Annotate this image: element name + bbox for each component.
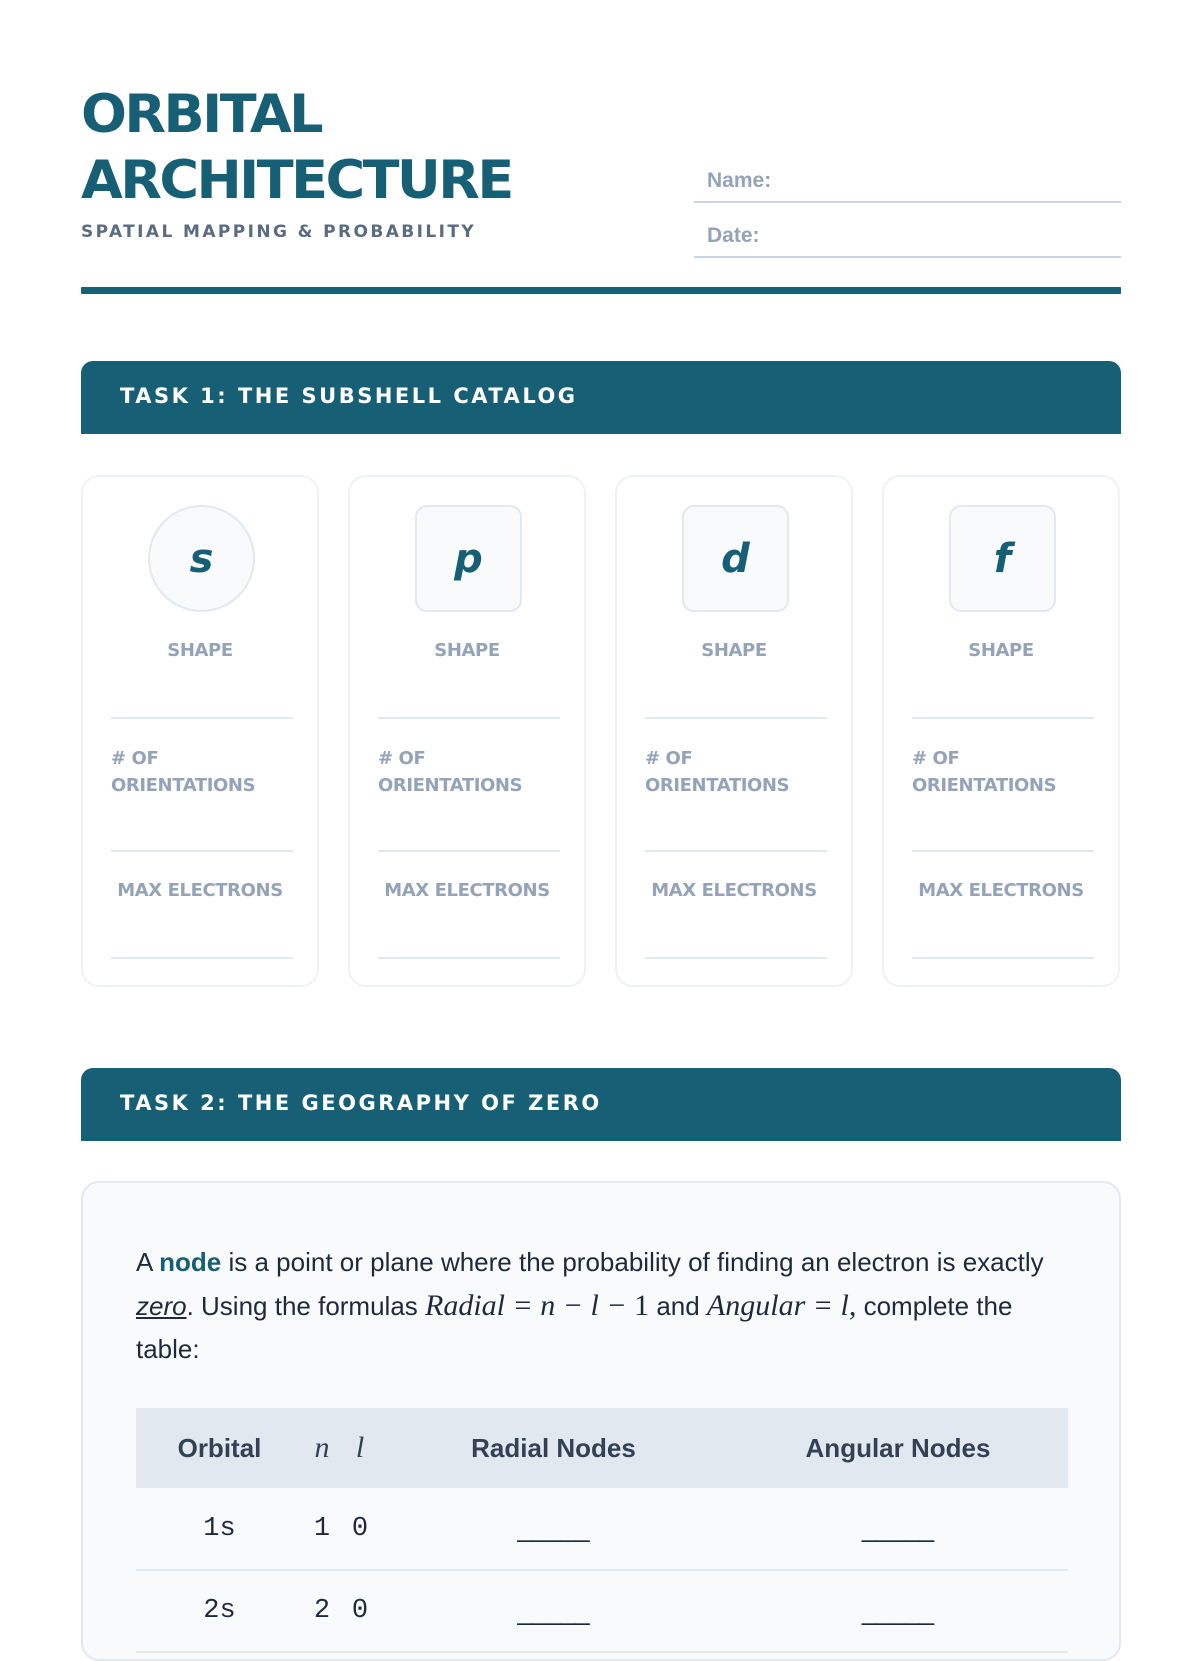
intro-text: is a point or plane where the probability of finding an electron is exactly — [221, 1247, 1044, 1277]
max-electrons-answer-line[interactable] — [111, 957, 293, 959]
worksheet-header — [81, 82, 1121, 294]
orientations-label — [378, 745, 522, 799]
radial-answer-blank[interactable]: _____ — [517, 1513, 590, 1543]
task2-banner — [81, 1068, 1121, 1141]
subshell-card-d — [615, 475, 853, 987]
col-angular-nodes: Angular Nodes — [805, 1432, 991, 1463]
task2-panel — [81, 1181, 1121, 1661]
date-field[interactable] — [694, 203, 1121, 258]
col-orbital: Orbital — [177, 1432, 262, 1463]
nodes-table — [136, 1408, 1068, 1653]
shape-answer-line[interactable] — [912, 717, 1094, 719]
shape-answer-line[interactable] — [378, 717, 560, 719]
task1-banner — [81, 361, 1121, 434]
node-keyword: node — [159, 1247, 222, 1277]
shape-label: SHAPE — [701, 640, 767, 661]
intro-text: complete the table: — [136, 1291, 1013, 1364]
orientations-label — [645, 745, 789, 799]
col-l: l — [355, 1431, 365, 1464]
angular-term: Angular — [706, 1289, 806, 1322]
task2-instructions — [136, 1241, 1076, 1371]
l-cell: 0 — [351, 1513, 369, 1544]
angular-answer-blank[interactable]: _____ — [861, 1595, 935, 1626]
max-electrons-label: MAX ELECTRONS — [918, 880, 1084, 901]
max-electrons-answer-line[interactable] — [378, 957, 560, 959]
student-fields — [694, 148, 1121, 258]
orbital-cell: 1s — [203, 1513, 236, 1544]
angular-expression: = l, — [805, 1289, 857, 1322]
radial-answer-blank[interactable]: _____ — [517, 1595, 590, 1626]
orientations-label-line-2: ORIENTATIONS — [912, 775, 1057, 796]
intro-text: . Using the formulas — [186, 1291, 426, 1321]
orientations-answer-line[interactable] — [378, 850, 560, 852]
task1-heading: TASK 1: THE SUBSHELL CATALOG — [120, 384, 578, 408]
intro-text: and — [649, 1291, 707, 1321]
orientations-answer-line[interactable] — [645, 850, 827, 852]
max-electrons-answer-line[interactable] — [912, 957, 1094, 959]
radial-expression: = n − l − — [505, 1289, 635, 1322]
angular-formula — [707, 1289, 856, 1322]
title-line-2: ARCHITECTURE — [81, 150, 512, 211]
orientations-label-line-2: ORIENTATIONS — [645, 775, 790, 796]
shape-answer-line[interactable] — [111, 717, 293, 719]
subshell-symbol: f — [949, 505, 1056, 612]
subshell-symbol: d — [682, 505, 789, 612]
orientations-label-line-1: # OF — [645, 748, 693, 769]
subshell-card-p — [348, 475, 586, 987]
shape-answer-line[interactable] — [645, 717, 827, 719]
subshell-symbol: s — [148, 505, 255, 612]
shape-label: SHAPE — [968, 640, 1034, 661]
subshell-card-s — [81, 475, 319, 987]
radial-constant: 1 — [634, 1289, 650, 1322]
intro-text: A — [136, 1247, 160, 1277]
table-row — [136, 1570, 1068, 1652]
radial-formula — [425, 1289, 649, 1322]
max-electrons-label: MAX ELECTRONS — [651, 880, 817, 901]
col-radial-nodes: Radial Nodes — [471, 1432, 636, 1463]
n-cell: 1 — [313, 1513, 331, 1544]
zero-emphasis: zero — [136, 1291, 187, 1321]
orientations-label-line-2: ORIENTATIONS — [378, 775, 523, 796]
date-label: Date: — [707, 224, 760, 247]
radial-term: Radial — [425, 1289, 506, 1322]
subshell-card-f — [882, 475, 1120, 987]
orientations-label-line-1: # OF — [378, 748, 426, 769]
page-subtitle: SPATIAL MAPPING & PROBABILITY — [81, 222, 477, 242]
name-field[interactable] — [694, 148, 1121, 203]
subshell-symbol: p — [415, 505, 522, 612]
orientations-answer-line[interactable] — [912, 850, 1094, 852]
orientations-label-line-1: # OF — [111, 748, 159, 769]
orientations-label-line-2: ORIENTATIONS — [111, 775, 256, 796]
max-electrons-answer-line[interactable] — [645, 957, 827, 959]
table-row — [136, 1488, 1068, 1570]
n-cell: 2 — [313, 1596, 331, 1626]
angular-answer-blank[interactable]: _____ — [861, 1513, 935, 1543]
name-label: Name: — [707, 169, 772, 192]
l-cell: 0 — [351, 1596, 369, 1626]
max-electrons-label: MAX ELECTRONS — [384, 880, 550, 901]
max-electrons-label: MAX ELECTRONS — [117, 880, 283, 901]
shape-label: SHAPE — [434, 640, 500, 661]
task2-heading: TASK 2: THE GEOGRAPHY OF ZERO — [120, 1091, 602, 1115]
title-line-1: ORBITAL — [81, 84, 322, 145]
orientations-label — [912, 745, 1056, 799]
orientations-label-line-1: # OF — [912, 748, 960, 769]
table-header-row — [136, 1408, 1068, 1488]
orientations-label — [111, 745, 255, 799]
col-n: n — [314, 1431, 330, 1464]
orbital-cell: 2s — [203, 1596, 236, 1626]
header-rule — [81, 287, 1121, 294]
shape-label: SHAPE — [167, 640, 233, 661]
orientations-answer-line[interactable] — [111, 850, 293, 852]
